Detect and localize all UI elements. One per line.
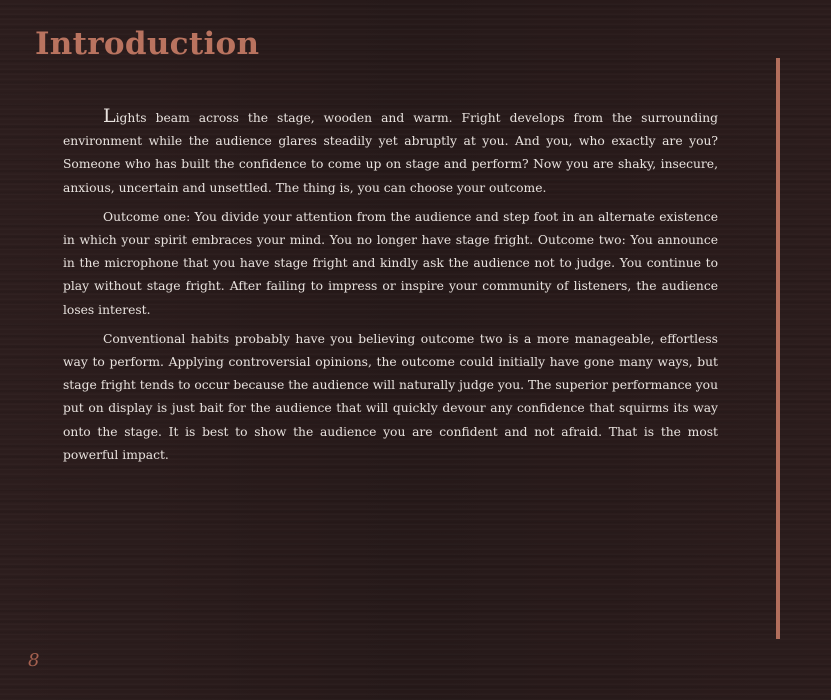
paragraph-3: Conventional habits probably have you believing outcome two is a more manageable, effortless way to perform. Applying controversial opinions, the outcome could initially have gone many ways, but stage fright tends to occur because the audience will naturally judge you. The superior performance you put on display is just bait for the audience that will quickly devour any confidence that squirms its way onto the stage. It is best to show the audience you are confident and not afraid. That is the most powerful impact.: [63, 331, 718, 462]
page-number: 8: [28, 650, 40, 671]
right-rule: [776, 58, 780, 639]
paragraph-1: [63, 107, 718, 200]
initial-letter: L: [103, 105, 116, 127]
body-text: [63, 107, 718, 473]
paragraph-1-text: ights beam across the stage, wooden and warm. Fright develops from the surrounding environment while the audience glares steadily yet abruptly at you. And you, who exactly are you? Someone who has built the confidence to come up on stage and perform? Now you are shaky, insecure, anxious, uncertain and unsettled. The thing is, you can choose your outcome.: [63, 111, 718, 195]
paragraph-2: Outcome one: You divide your attention from the audience and step foot in an alternate existence in which your spirit embraces your mind. You no longer have stage fright. Outcome two: You announce in the microphone that you have stage fright and kindly ask the audience not to judge. You continue to play without stage fright. After failing to impress or inspire your community of listeners, the audience loses interest.: [63, 209, 718, 317]
page-title: Introduction: [35, 26, 260, 62]
